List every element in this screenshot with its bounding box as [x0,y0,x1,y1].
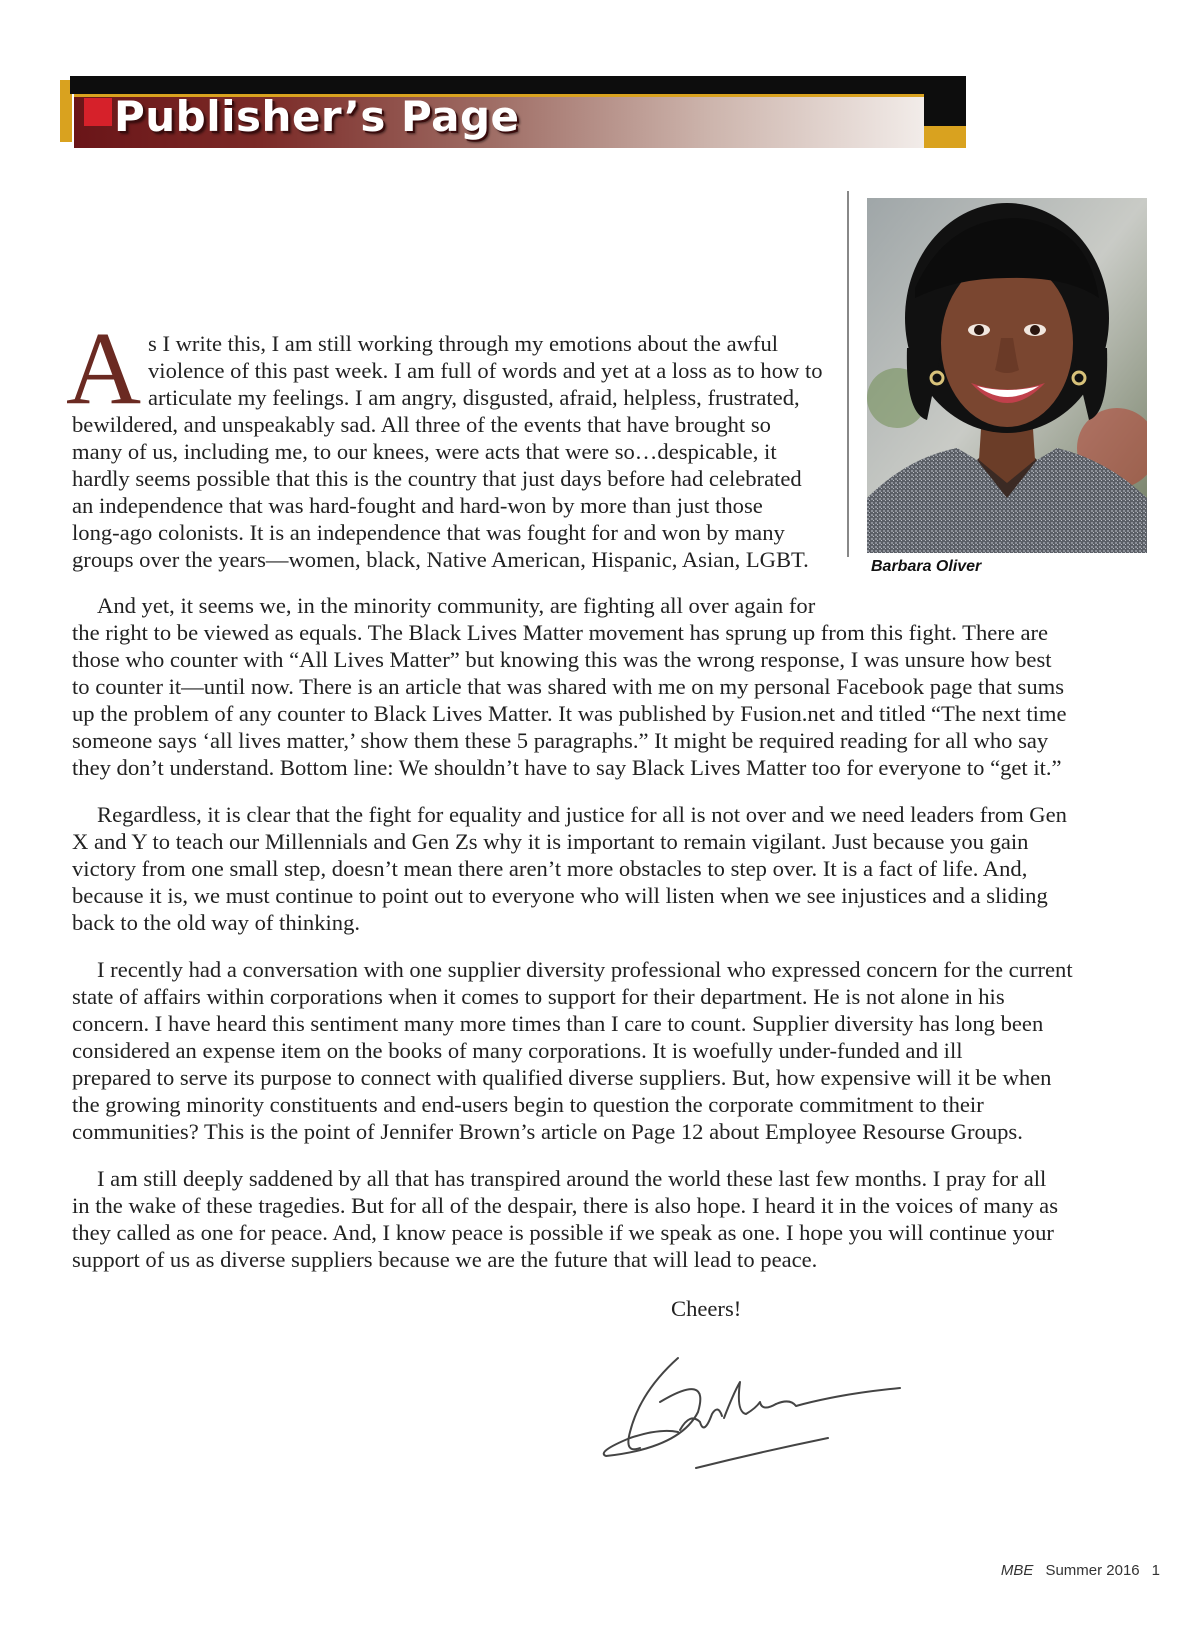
author-photo [867,198,1147,553]
page-footer [1001,1562,1160,1579]
text-line: support of us as diverse suppliers because we are the future that will lead to peace. [72,1247,818,1272]
text-line: I recently had a conversation with one supplier diversity professional who expressed concern for the current [97,957,1073,982]
text-line: they called as one for peace. And, I know peace is possible if we speak as one. I hope you will continue your [72,1220,1054,1245]
text-line: many of us, including me, to our knees, were acts that were so…despicable, it [72,439,777,464]
closing-text: Cheers! [671,1296,742,1321]
text-line: those who counter with “All Lives Matter” but knowing this was the wrong response, I was unsure how best [72,647,1052,672]
text-line: bewildered, and unspeakably sad. All three of the events that have brought so [72,412,771,437]
text-line: hardly seems possible that this is the country that just days before had celebrated [72,466,802,491]
paragraph-5 [72,1165,1058,1273]
banner-red-square [84,98,112,126]
header-banner [60,76,966,148]
text-line: groups over the years—women, black, Native American, Hispanic, Asian, LGBT. [72,547,809,572]
footer-issue: Summer 2016 [1045,1562,1140,1579]
photo-caption: Barbara Oliver [871,558,982,575]
photo-divider [847,191,849,557]
text-line: the growing minority constituents and end-users begin to question the corporate commitment to their [72,1092,984,1117]
text-line: communities? This is the point of Jennifer Brown’s article on Page 12 about Employee Resourse Groups. [72,1119,1023,1144]
text-line: articulate my feelings. I am angry, disgusted, afraid, helpless, frustrated, [148,385,800,410]
text-line: because it is, we must continue to point out to everyone who will listen when we see injustices and a sliding [72,883,1048,908]
text-line: Regardless, it is clear that the fight for equality and justice for all is not over and we need leaders from Gen [97,802,1067,827]
text-line: an independence that was hard-fought and hard-won by more than just those [72,493,763,518]
paragraph-1-lead [148,330,823,411]
text-line: And yet, it seems we, in the minority community, are fighting all over again for [97,593,816,618]
text-line: X and Y to teach our Millennials and Gen Zs why it is important to remain vigilant. Just because you gain [72,829,1029,854]
text-line: up the problem of any counter to Black Lives Matter. It was published by Fusion.net and titled “The next time [72,701,1067,726]
footer-publication: MBE [1000,1562,1034,1579]
page-number: 1 [1151,1562,1160,1579]
text-line: they don’t understand. Bottom line: We shouldn’t have to say Black Lives Matter too for everyone to “get it.” [72,755,1062,780]
page-title: Publisher’s Page [114,92,520,141]
drop-cap: A [66,311,142,426]
banner-right-block [924,76,966,126]
text-line: I am still deeply saddened by all that has transpired around the world these last few months. I pray for all [97,1166,1047,1191]
text-line: in the wake of these tragedies. But for all of the despair, there is also hope. I heard it in the voices of many as [72,1193,1059,1218]
banner-accent-right [924,126,966,148]
text-line: victory from one small step, doesn’t mean there aren’t more obstacles to step over. It is a fact of life. And, [72,856,1028,881]
signature [600,1352,916,1476]
paragraph-1 [72,411,809,573]
paragraph-4 [72,956,1073,1145]
text-line: long-ago colonists. It is an independence that was fought for and won by many [72,520,785,545]
paragraph-2 [72,592,1067,781]
text-line: considered an expense item on the books of many corporations. It is woefully under-funded and ill [72,1038,963,1063]
text-line: s I write this, I am still working through my emotions about the awful [148,331,779,356]
paragraph-3 [72,801,1067,936]
text-line: to counter it—until now. There is an article that was shared with me on my personal Facebook page that sums [72,674,1064,699]
text-line: state of affairs within corporations when it comes to support for their department. He is not alone in his [72,984,1005,1009]
text-line: concern. I have heard this sentiment many more times than I care to count. Supplier diversity has long been [72,1011,1044,1036]
text-line: violence of this past week. I am full of words and yet at a loss as to how to [148,358,823,383]
text-line: prepared to serve its purpose to connect with qualified diverse suppliers. But, how expensive will it be when [72,1065,1052,1090]
text-line: someone says ‘all lives matter,’ show them these 5 paragraphs.” It might be required reading for all who say [72,728,1049,753]
text-line: the right to be viewed as equals. The Black Lives Matter movement has sprung up from this fight. There are [72,620,1049,645]
text-line: back to the old way of thinking. [72,910,361,935]
